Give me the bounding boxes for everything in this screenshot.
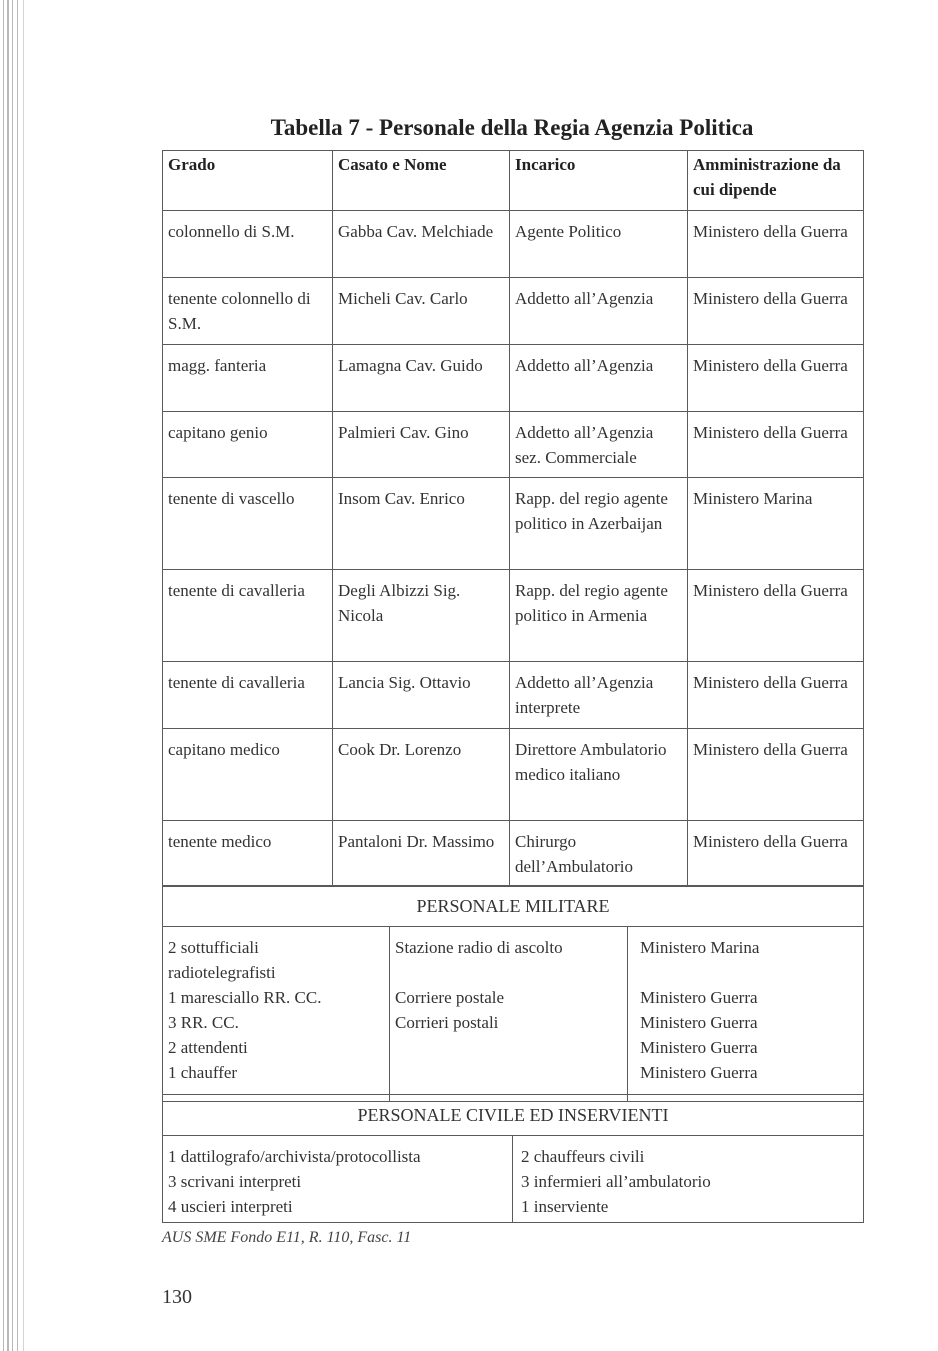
cell-grado: tenente colonnello di S.M.: [163, 278, 333, 345]
personale-militare-heading: PERSONALE MILITARE: [163, 886, 864, 927]
page-number: 130: [162, 1286, 192, 1308]
cell-nome: Gabba Cav. Melchiade: [333, 211, 510, 278]
cell-amministrazione: Ministero della Guerra: [688, 412, 864, 478]
page-binding-edge: [0, 0, 30, 1351]
cell-nome: Degli Albizzi Sig. Nicola: [333, 570, 510, 662]
list-item: 1 inserviente: [521, 1197, 609, 1216]
cell-grado: tenente di cavalleria: [163, 570, 333, 662]
cell-incarico: Addetto all’Agenzia sez. Commerciale: [510, 412, 688, 478]
cell-grado: capitano genio: [163, 412, 333, 478]
cell-amministrazione: Ministero Marina: [688, 478, 864, 570]
cell-grado: magg. fanteria: [163, 345, 333, 412]
personale-civile-heading: PERSONALE CIVILE ED INSERVIENTI: [163, 1095, 864, 1136]
personale-militare-row: [163, 927, 864, 1102]
list-item: Corriere postale: [395, 988, 505, 1007]
cell-grado: capitano medico: [163, 729, 333, 821]
cell-nome: Micheli Cav. Carlo: [333, 278, 510, 345]
list-item: 2 attendenti: [168, 1038, 248, 1057]
cell-amministrazione: Ministero della Guerra: [688, 729, 864, 821]
table-header-row: [163, 151, 864, 211]
table-row: [163, 345, 864, 412]
cell-nome: Lancia Sig. Ottavio: [333, 662, 510, 729]
cell-incarico: Rapp. del regio agente politico in Azerbaijan: [510, 478, 688, 570]
table-row: [163, 278, 864, 345]
personale-civile-table: [162, 1094, 864, 1223]
personale-militare-table: [162, 885, 864, 1102]
cell-incarico: Agente Politico: [510, 211, 688, 278]
cell-incarico: Direttore Ambulatorio medico italiano: [510, 729, 688, 821]
militare-personale-cell: [163, 927, 390, 1102]
table-row: [163, 662, 864, 729]
list-item: 2 sottufficiali: [168, 938, 259, 957]
militare-incarichi-cell: [390, 927, 628, 1102]
cell-nome: Palmieri Cav. Gino: [333, 412, 510, 478]
header-nome: Casato e Nome: [333, 151, 510, 211]
list-item: 2 chauffeurs civili: [521, 1147, 645, 1166]
list-item: radiotelegrafisti: [168, 963, 276, 982]
personnel-table: [162, 150, 864, 887]
list-item: 3 RR. CC.: [168, 1013, 239, 1032]
list-item: 1 dattilografo/archivista/protocollista: [168, 1147, 421, 1166]
cell-grado: tenente di vascello: [163, 478, 333, 570]
cell-incarico: Addetto all’Agenzia: [510, 345, 688, 412]
table-row: [163, 570, 864, 662]
section-heading-row: [163, 886, 864, 927]
header-incarico: Incarico: [510, 151, 688, 211]
cell-incarico: Addetto all’Agenzia: [510, 278, 688, 345]
table-row: [163, 729, 864, 821]
header-grado: Grado: [163, 151, 333, 211]
cell-incarico: Addetto all’Agenzia interprete: [510, 662, 688, 729]
cell-grado: tenente di cavalleria: [163, 662, 333, 729]
cell-nome: Lamagna Cav. Guido: [333, 345, 510, 412]
table-row: [163, 478, 864, 570]
list-item: Ministero Marina: [640, 938, 760, 957]
list-item: 3 scrivani interpreti: [168, 1172, 302, 1191]
table-title: Tabella 7 - Personale della Regia Agenzia Politica: [270, 115, 754, 140]
list-item: 1 chauffer: [168, 1063, 238, 1082]
cell-amministrazione: Ministero della Guerra: [688, 570, 864, 662]
list-item: Corrieri postali: [395, 1013, 499, 1032]
list-item: Ministero Guerra: [640, 1013, 758, 1032]
source-citation: AUS SME Fondo E11, R. 110, Fasc. 11: [162, 1229, 412, 1246]
cell-amministrazione: Ministero della Guerra: [688, 662, 864, 729]
cell-amministrazione: Ministero della Guerra: [688, 211, 864, 278]
militare-amministrazioni-cell: [628, 927, 864, 1102]
section-heading-row: [163, 1095, 864, 1136]
list-item: 3 infermieri all’ambulatorio: [521, 1172, 711, 1191]
cell-grado: tenente medico: [163, 821, 333, 887]
cell-nome: Pantaloni Dr. Massimo: [333, 821, 510, 887]
table-row: [163, 821, 864, 887]
list-item: Stazione radio di ascolto: [395, 938, 563, 957]
cell-nome: Insom Cav. Enrico: [333, 478, 510, 570]
list-item: Ministero Guerra: [640, 1063, 758, 1082]
table-row: [163, 211, 864, 278]
table-row: [163, 412, 864, 478]
list-item: Ministero Guerra: [640, 1038, 758, 1057]
list-item: Ministero Guerra: [640, 988, 758, 1007]
cell-amministrazione: Ministero della Guerra: [688, 821, 864, 887]
cell-nome: Cook Dr. Lorenzo: [333, 729, 510, 821]
cell-incarico: Chirurgo dell’Ambulatorio: [510, 821, 688, 887]
list-item: 4 uscieri interpreti: [168, 1197, 293, 1216]
cell-amministrazione: Ministero della Guerra: [688, 278, 864, 345]
personale-civile-row: [163, 1136, 864, 1223]
civile-col2-cell: [513, 1136, 864, 1223]
cell-grado: colonnello di S.M.: [163, 211, 333, 278]
list-item: 1 maresciallo RR. CC.: [168, 988, 322, 1007]
cell-amministrazione: Ministero della Guerra: [688, 345, 864, 412]
header-amministrazione: Amministrazione da cui dipende: [688, 151, 864, 211]
civile-col1-cell: [163, 1136, 513, 1223]
cell-incarico: Rapp. del regio agente politico in Armenia: [510, 570, 688, 662]
